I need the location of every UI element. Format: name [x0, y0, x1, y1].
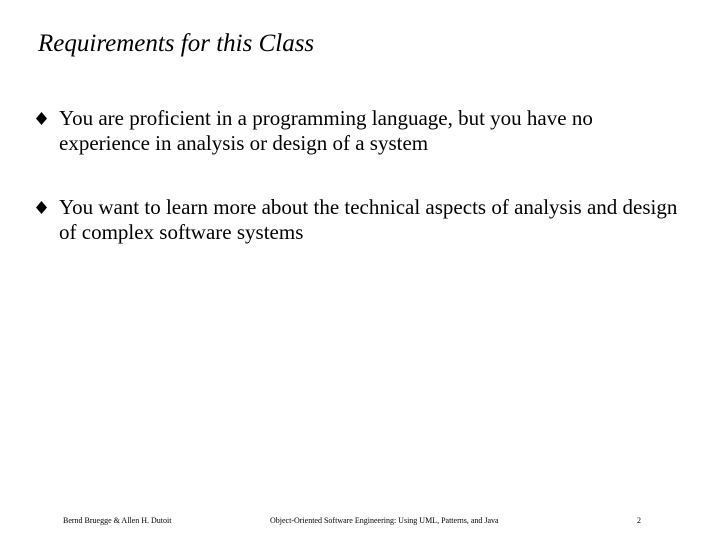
bullet-item [36, 195, 686, 245]
bullet-text: You are proficient in a programming language, but you have no experience in analysis or design of a system [59, 106, 593, 155]
footer-book-title: Object-Oriented Software Engineering: Using UML, Patterns, and Java [270, 516, 499, 525]
bullet-text: You want to learn more about the technical aspects of analysis and design of complex software systems [59, 195, 678, 244]
bullet-list [36, 106, 686, 284]
diamond-bullet-icon [36, 112, 47, 125]
footer-page-number: 2 [637, 516, 641, 525]
diamond-bullet-icon [36, 201, 47, 214]
slide-title: Requirements for this Class [38, 30, 315, 57]
footer-authors: Bernd Bruegge & Allen H. Dutoit [63, 516, 172, 525]
bullet-item [36, 106, 686, 156]
